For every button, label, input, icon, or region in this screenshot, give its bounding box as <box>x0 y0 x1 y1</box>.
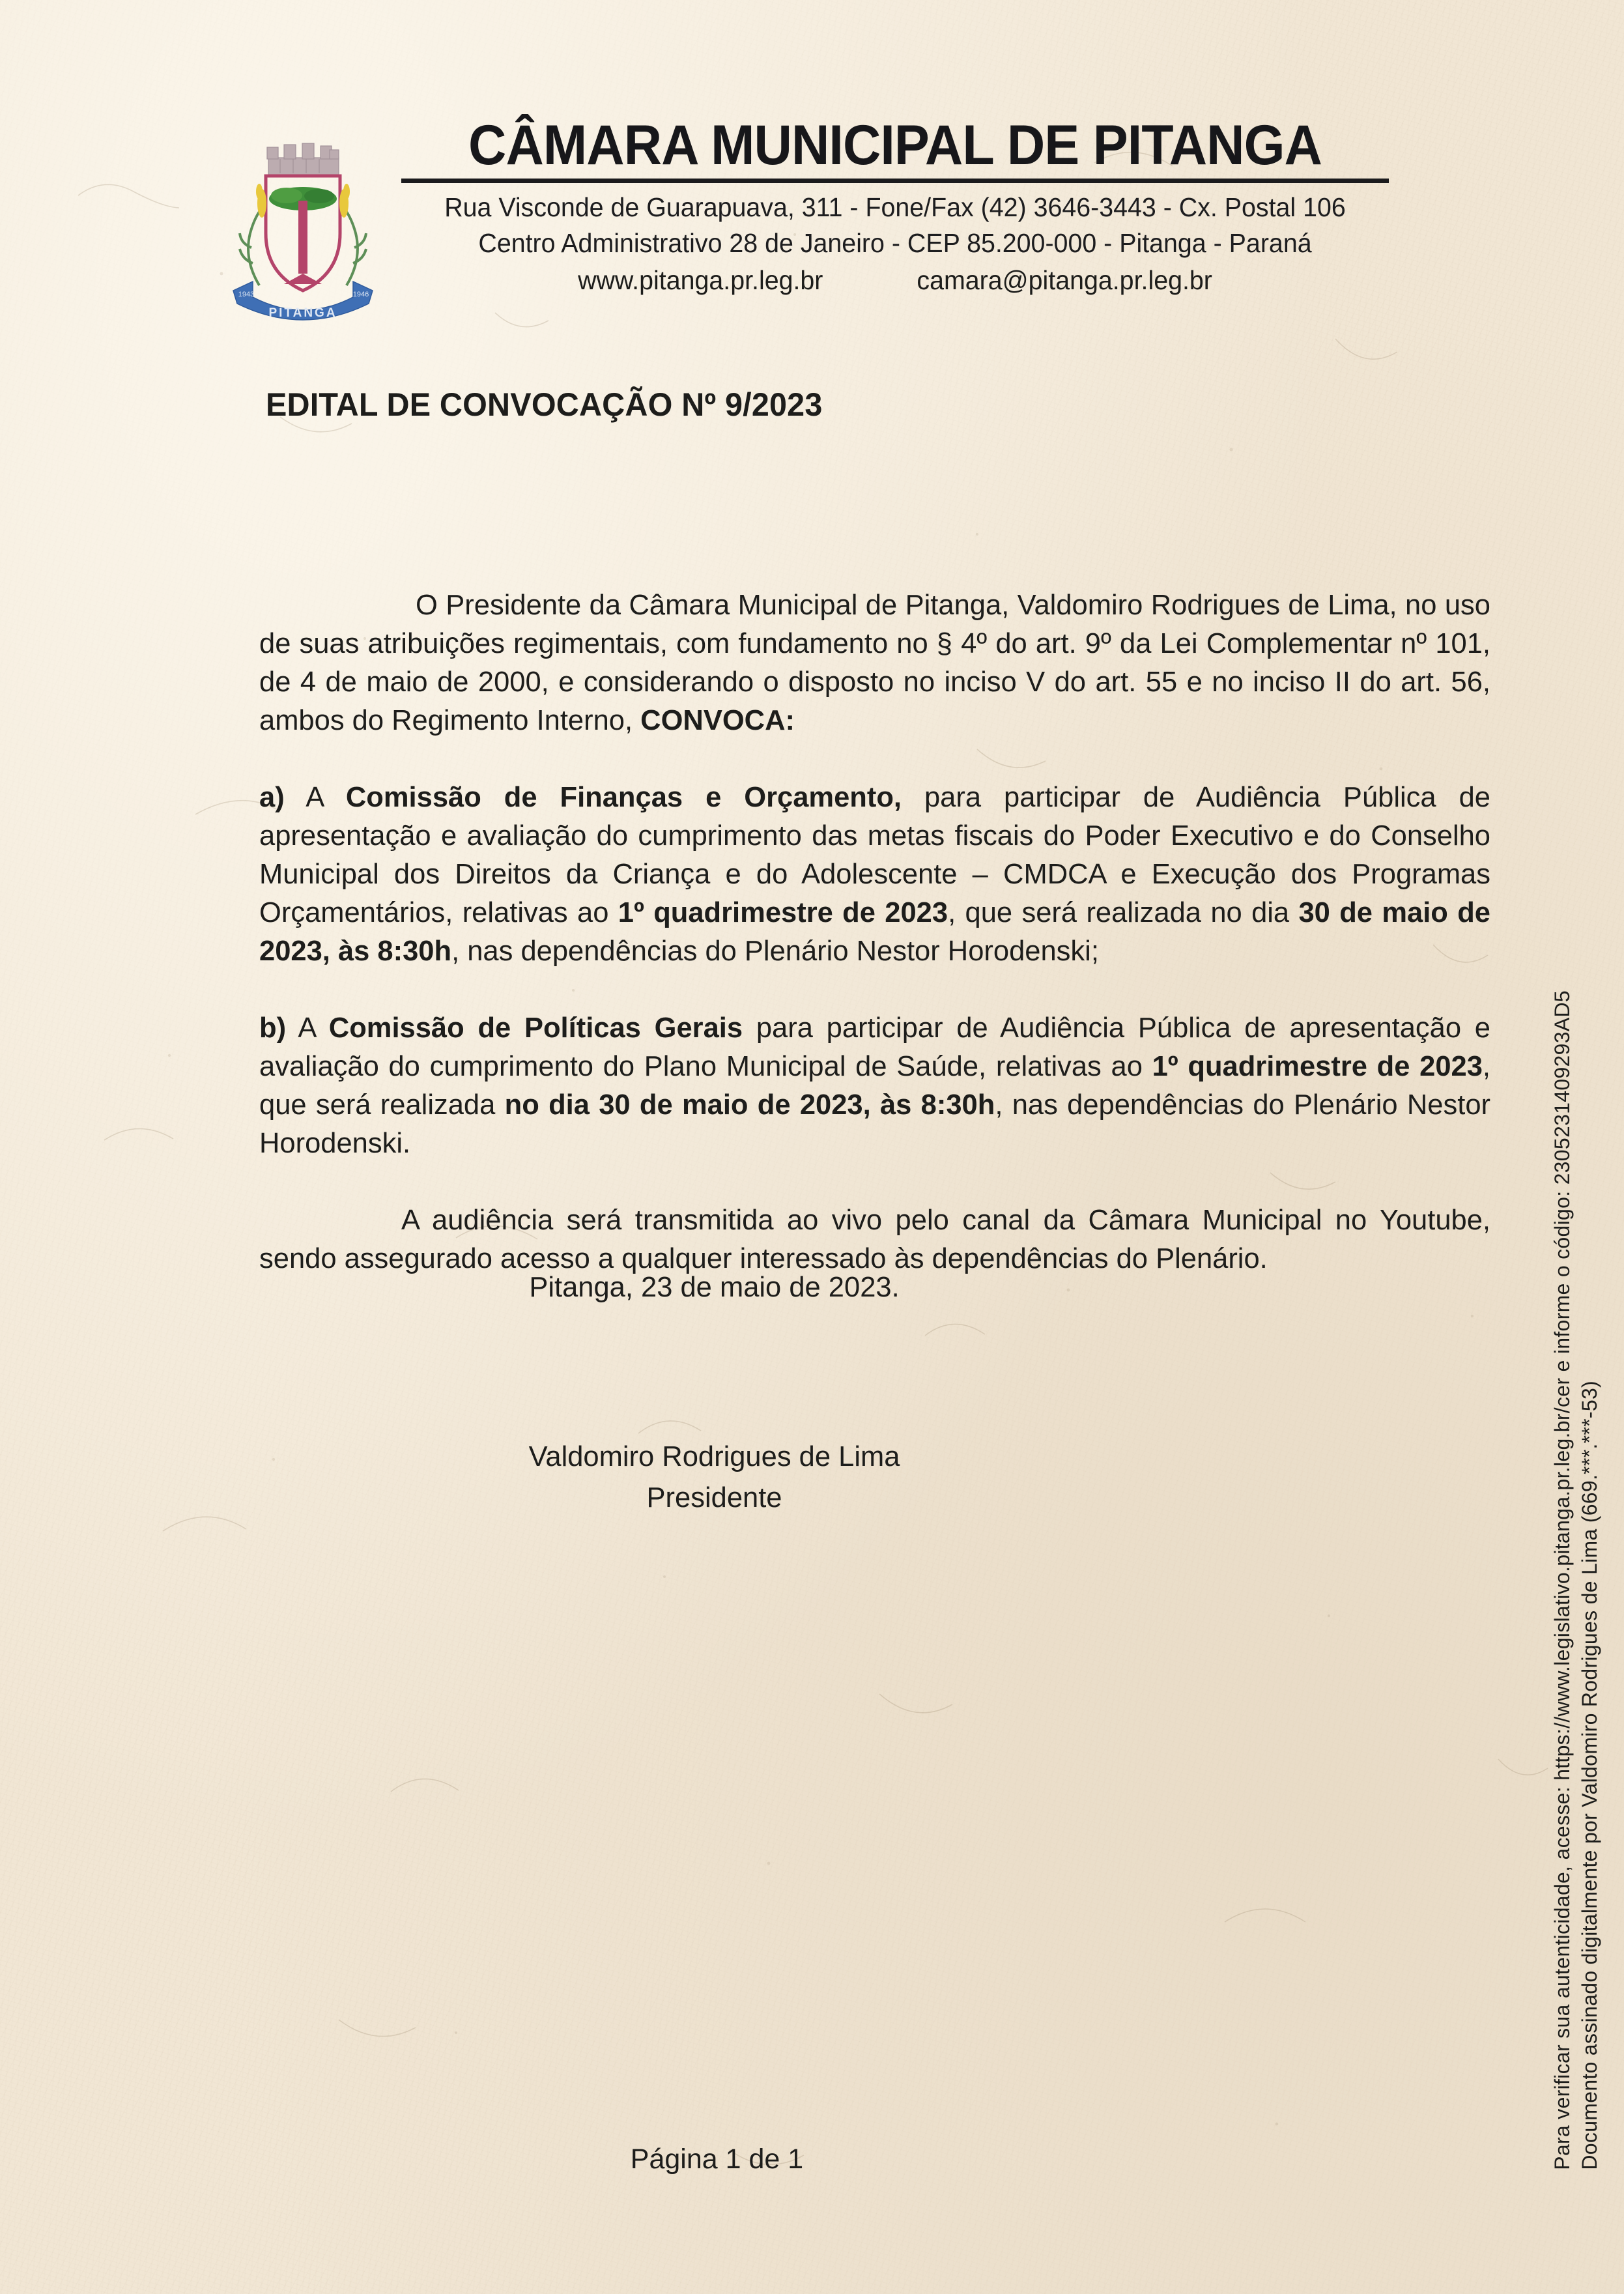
digital-signature-line-2: Para verificar sua autenticidade, acesse: https://www.legislativo.pitanga.pr.leg.br/cer e informe o código: 2305231409293AD5 <box>1550 990 1574 2170</box>
address-line-2: Centro Administrativo 28 de Janeiro - CEP 85.200-000 - Pitanga - Paraná <box>478 227 1312 258</box>
item-a-text-1: para participar de Audiência Pública de apresentação e avaliação do cumprimento das metas fiscais do Poder Executivo e do Conselho Municipal dos Direitos da Criança e do Adolescente – CMDCA e Execução dos Programas Orçamentários, relativas ao <box>259 782 1490 928</box>
preamble-text: O Presidente da Câmara Municipal de Pitanga, Valdomiro Rodrigues de Lima, no uso de suas atribuições regimentais, com fundamento no § 4º do art. 9º da Lei Complementar nº 101, de 4 de maio de 2000, e considerando o disposto no inciso V do art. 55 e no inciso II do art. 56, ambos do Regimento Interno, <box>259 590 1490 736</box>
item-a-text-2: , que será realizada no dia <box>948 897 1299 928</box>
item-a-text-3: , nas dependências do Plenário Nestor Horodenski; <box>451 936 1099 967</box>
item-a-quarter: 1º quadrimestre de 2023 <box>618 897 948 928</box>
item-b-lead: A <box>286 1012 329 1044</box>
letterhead-text <box>384 114 1394 298</box>
letterhead <box>221 114 1394 324</box>
crest-ribbon-text: PITANGA <box>268 306 337 320</box>
item-b-text-1: para participar de Audiência Pública de apresentação e avaliação do cumprimento do Plano Municipal de Saúde, relativas ao <box>259 1012 1491 1082</box>
page-number: Página 1 de 1 <box>630 2143 804 2175</box>
signature-block <box>0 1437 1624 1519</box>
email-link[interactable]: camara@pitanga.pr.leg.br <box>917 265 1212 295</box>
digital-signature-strip <box>1550 554 1602 2170</box>
item-b-marker: b) <box>259 1012 287 1044</box>
item-b-committee: Comissão de Políticas Gerais <box>328 1012 743 1044</box>
contact-row <box>416 263 1375 298</box>
item-a-date: 30 de maio de 2023, às 8:30h <box>259 897 1491 967</box>
paragraph-preamble <box>259 586 1490 740</box>
paragraph-closing <box>259 1201 1490 1278</box>
item-b-date: no dia 30 de maio de 2023, às 8:30h <box>504 1089 995 1121</box>
document-body <box>259 586 1490 1278</box>
signature-name: Valdomiro Rodrigues de Lima <box>528 1441 900 1472</box>
document-title: EDITAL DE CONVOCAÇÃO Nº 9/2023 <box>266 386 823 423</box>
closing-text: A audiência será transmitida ao vivo pelo canal da Câmara Municipal no Youtube, sendo assegurado acesso a qualquer interessado às dependências do Plenário. <box>259 1205 1490 1274</box>
organization-title: CÂMARA MUNICIPAL DE PITANGA <box>468 114 1322 177</box>
title-divider <box>401 179 1389 183</box>
digital-signature-line-1: Documento assinado digitalmente por Valdomiro Rodrigues de Lima (669.***.***-53) <box>1578 1381 1601 2170</box>
website-link[interactable]: www.pitanga.pr.leg.br <box>578 265 823 295</box>
item-b-quarter: 1º quadrimestre de 2023 <box>1152 1051 1483 1082</box>
paragraph-item-a <box>259 779 1490 971</box>
address-line-1: Rua Visconde de Guarapuava, 311 - Fone/Fax (42) 3646-3443 - Cx. Postal 106 <box>444 192 1346 222</box>
coat-of-arms-icon <box>221 136 384 324</box>
item-b-text-3: , nas dependências do Plenário Nestor Horodenski. <box>259 1089 1491 1159</box>
item-a-marker: a) <box>259 782 285 813</box>
paragraph-item-b <box>259 1009 1490 1163</box>
item-a-lead: A <box>284 782 346 813</box>
item-a-committee: Comissão de Finanças e Orçamento, <box>345 782 902 813</box>
item-b-text-2: , que será realizada <box>259 1051 1491 1121</box>
datestamp: Pitanga, 23 de maio de 2023. <box>529 1272 900 1303</box>
convoca-keyword: CONVOCA: <box>640 705 795 736</box>
crest-date-right: 1946 <box>352 291 369 298</box>
signature-role: Presidente <box>646 1482 782 1513</box>
crest-date-left: 1943 <box>238 291 255 298</box>
